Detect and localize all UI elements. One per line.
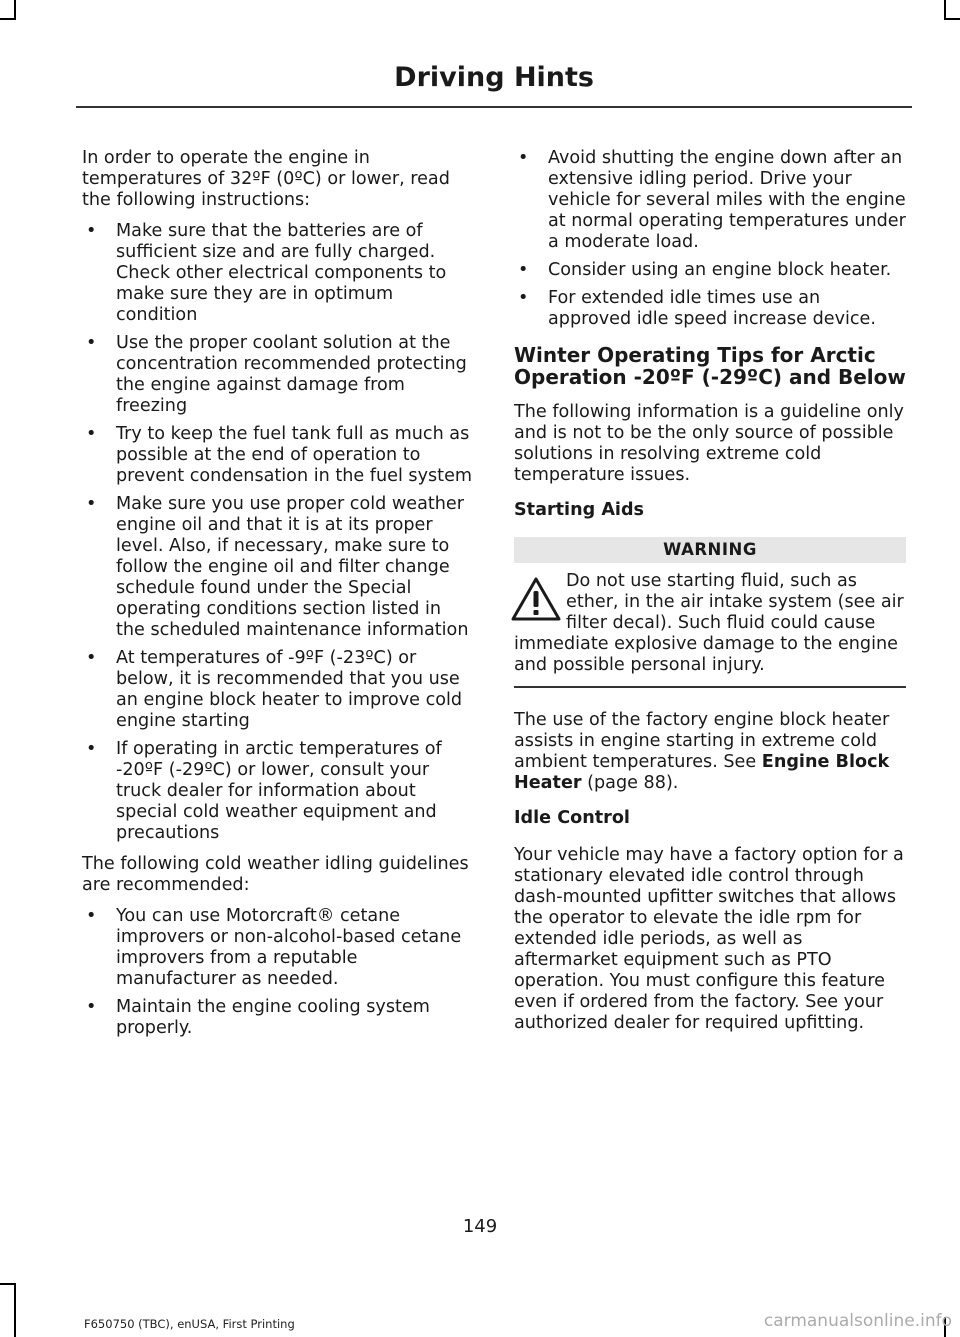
crop-mark xyxy=(944,0,946,20)
crop-mark xyxy=(0,18,16,20)
bullet-icon: • xyxy=(86,906,97,926)
warning-body xyxy=(514,571,906,676)
bullet-icon: • xyxy=(518,260,529,280)
cold-operation-list xyxy=(82,221,474,844)
warning-triangle-icon xyxy=(510,575,562,623)
idling-list-continued xyxy=(514,148,906,330)
list-item: • Maintain the engine cooling system properly. xyxy=(86,997,430,1038)
bullet-icon: • xyxy=(86,221,97,241)
list-item: • Avoid shutting the engine down after an extensive idling period. Drive your vehicle for several miles with the engine at normal operating temperatures under a moderate load. xyxy=(518,148,906,252)
bullet-icon: • xyxy=(86,333,97,353)
crop-mark xyxy=(944,18,960,20)
list-item: • For extended idle times use an approved idle speed increase device. xyxy=(518,288,876,329)
list-item: • Try to keep the fuel tank full as much as possible at the end of operation to prevent condensation in the fuel system xyxy=(86,424,473,486)
bullet-icon: • xyxy=(86,648,97,668)
crop-mark xyxy=(14,0,16,20)
crop-mark xyxy=(0,1283,16,1285)
list-item: • If operating in arctic temperatures of -20ºF (-29ºC) or lower, consult your truck dealer for information about special cold weather equipment and precautions xyxy=(86,739,442,843)
intro-paragraph: In order to operate the engine in temperatures of 32ºF (0ºC) or lower, read the following instructions: xyxy=(82,148,450,210)
starting-aids-heading: Starting Aids xyxy=(514,500,645,520)
page-title: Driving Hints xyxy=(394,62,594,93)
bullet-icon: • xyxy=(518,288,529,308)
bullet-icon: • xyxy=(518,148,529,168)
header-divider xyxy=(76,106,912,108)
list-item: • You can use Motorcraft® cetane improvers or non-alcohol-based cetane improvers from a reputable manufacturer as needed. xyxy=(86,906,462,989)
section-heading: Winter Operating Tips for Arctic Operation -20ºF (-29ºC) and Below xyxy=(514,343,906,389)
idling-list xyxy=(82,906,474,1039)
idle-control-heading: Idle Control xyxy=(514,808,630,828)
list-item: • Make sure you use proper cold weather engine oil and that it is at its proper level. Also, if necessary, make sure to follow the engine oil and filter change schedule found under the Special operating conditions section listed in the scheduled maintenance information xyxy=(86,494,469,640)
warning-label: WARNING xyxy=(514,537,906,563)
engine-block-heater-link[interactable]: Engine Block Heater xyxy=(514,752,890,793)
right-column xyxy=(514,148,906,1044)
bullet-icon: • xyxy=(86,739,97,759)
crop-mark xyxy=(14,1283,16,1337)
idle-control-paragraph: Your vehicle may have a factory option for a stationary elevated idle control through dash-mounted upfitter switches that allows the operator to elevate the idle rpm for extended idle periods, as well as aftermarket equipment such as PTO operation. You must configure this feature even if ordered from the factory. See your authorized dealer for required upfitting. xyxy=(514,845,904,1033)
warning-text: Do not use starting fluid, such as ether, in the air intake system (see air filter decal). Such fluid could cause immediate explosive damage to the engine and possible personal injury. xyxy=(514,571,904,675)
warning-box xyxy=(514,537,906,688)
idling-intro: The following cold weather idling guidelines are recommended: xyxy=(82,854,469,895)
list-item: • Use the proper coolant solution at the concentration recommended protecting the engine against damage from freezing xyxy=(86,333,467,416)
footer-print-info: F650750 (TBC), enUSA, First Printing xyxy=(84,1317,295,1331)
page-number: 149 xyxy=(462,1216,498,1237)
left-column xyxy=(82,148,474,1049)
watermark: carmanualsonline.info xyxy=(763,1311,952,1331)
list-item: • Make sure that the batteries are of sufficient size and are fully charged. Check other electrical components to make sure they are in optimum condition xyxy=(86,221,447,325)
heater-paragraph: The use of the factory engine block heater assists in engine starting in extreme cold ambient temperatures. See Engine Block Heater (page 88). xyxy=(514,710,890,793)
warning-divider xyxy=(514,686,906,688)
section-intro: The following information is a guideline only and is not to be the only source of possible solutions in resolving extreme cold temperature issues. xyxy=(514,402,904,485)
bullet-icon: • xyxy=(86,997,97,1017)
list-item: • Consider using an engine block heater. xyxy=(518,260,892,280)
list-item: • At temperatures of -9ºF (-23ºC) or below, it is recommended that you use an engine block heater to improve cold engine starting xyxy=(86,648,463,731)
bullet-icon: • xyxy=(86,424,97,444)
bullet-icon: • xyxy=(86,494,97,514)
